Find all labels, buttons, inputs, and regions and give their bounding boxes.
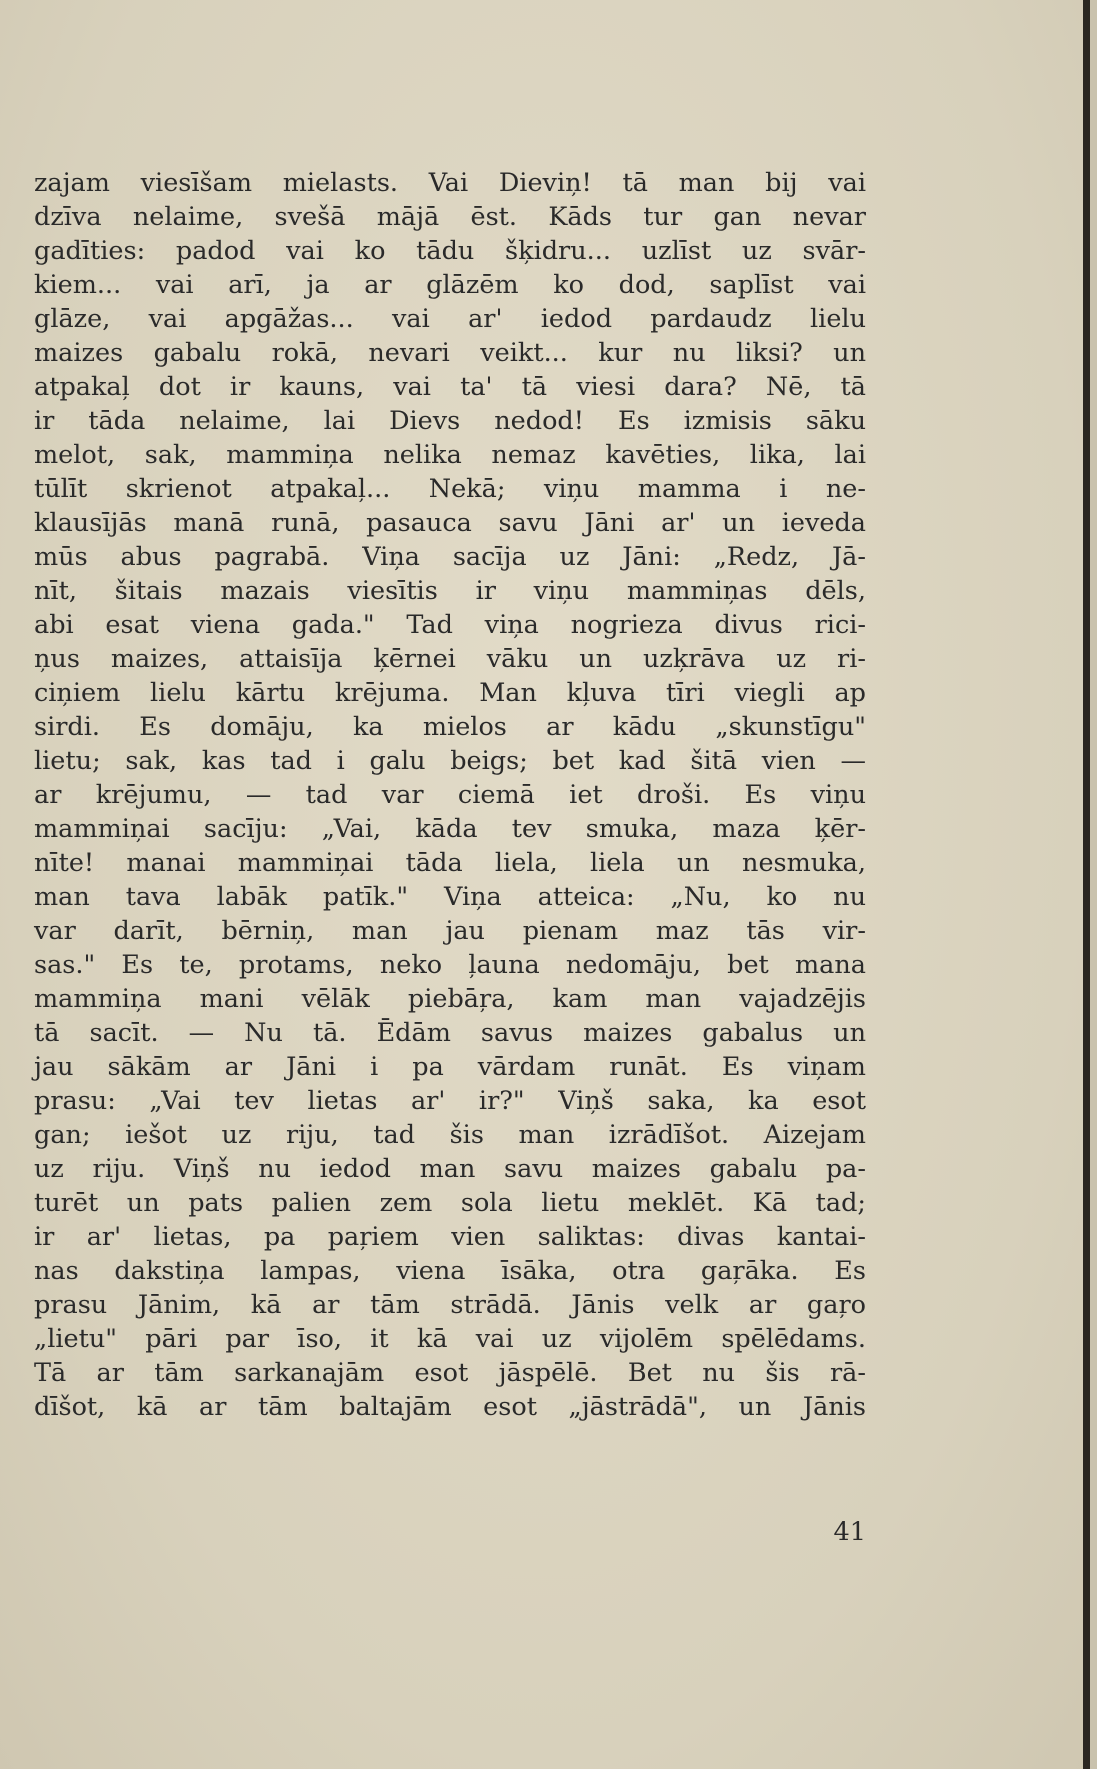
text-line: man tava labāk patīk." Viņa atteica: „Nu, ko nu <box>34 882 866 912</box>
text-line: mammiņa mani vēlāk piebāŗa, kam man vajadzējis <box>34 984 866 1014</box>
text-line: ar krējumu, — tad var ciemā iet droši. Es viņu <box>34 780 866 810</box>
text-line: ir tāda nelaime, lai Dievs nedod! Es izmisis sāku <box>34 406 866 436</box>
page-number: 41 <box>833 1517 866 1547</box>
text-line: tā sacīt. — Nu tā. Ēdām savus maizes gabalus un <box>34 1018 866 1048</box>
text-line: glāze, vai apgāžas... vai ar' iedod pardaudz lielu <box>34 304 866 334</box>
text-line: abi esat viena gada." Tad viņa nogrieza divus rici- <box>34 610 866 640</box>
text-line: nīt, šitais mazais viesītis ir viņu mammiņas dēls, <box>34 576 866 606</box>
text-line: var darīt, bērniņ, man jau pienam maz tās vir- <box>34 916 866 946</box>
text-line: ņus maizes, attaisīja ķērnei vāku un uzķrāva uz ri- <box>34 644 866 674</box>
text-line: atpakaļ dot ir kauns, vai ta' tā viesi dara? Nē, tā <box>34 372 866 402</box>
text-line: nīte! manai mammiņai tāda liela, liela un nesmuka, <box>34 848 866 878</box>
body-text <box>34 166 866 1424</box>
text-line: dzīva nelaime, svešā mājā ēst. Kāds tur gan nevar <box>34 202 866 232</box>
text-line: turēt un pats palien zem sola lietu meklēt. Kā tad; <box>34 1188 866 1218</box>
text-line: mūs abus pagrabā. Viņa sacīja uz Jāni: „Redz, Jā- <box>34 542 866 572</box>
text-line: sas." Es te, protams, neko ļauna nedomāju, bet mana <box>34 950 866 980</box>
text-line: nas dakstiņa lampas, viena īsāka, otra gaŗāka. Es <box>34 1256 866 1286</box>
text-line: sirdi. Es domāju, ka mielos ar kādu „skunstīgu" <box>34 712 866 742</box>
text-line: Tā ar tām sarkanajām esot jāspēlē. Bet nu šis rā- <box>34 1358 866 1388</box>
text-line: mammiņai sacīju: „Vai, kāda tev smuka, maza ķēr- <box>34 814 866 844</box>
text-line: uz riju. Viņš nu iedod man savu maizes gabalu pa- <box>34 1154 866 1184</box>
text-line: gan; iešot uz riju, tad šis man izrādīšot. Aizejam <box>34 1120 866 1150</box>
text-line: zajam viesīšam mielasts. Vai Dieviņ! tā man bij vai <box>34 168 866 198</box>
text-line: tūlīt skrienot atpakaļ... Nekā; viņu mamma i ne- <box>34 474 866 504</box>
text-line: „lietu" pāri par īso, it kā vai uz vijolēm spēlēdams. <box>34 1324 866 1354</box>
text-line: lietu; sak, kas tad i galu beigs; bet kad šitā vien — <box>34 746 866 776</box>
text-line: gadīties: padod vai ko tādu šķidru... uzlīst uz svār- <box>34 236 866 266</box>
text-line: jau sākām ar Jāni i pa vārdam runāt. Es viņam <box>34 1052 866 1082</box>
text-line: melot, sak, mammiņa nelika nemaz kavēties, lika, lai <box>34 440 866 470</box>
text-line: klausījās manā runā, pasauca savu Jāni ar' un ieveda <box>34 508 866 538</box>
text-line: ir ar' lietas, pa paŗiem vien saliktas: divas kantai- <box>34 1222 866 1252</box>
text-line: maizes gabalu rokā, nevari veikt... kur nu liksi? un <box>34 338 866 368</box>
text-line: ciņiem lielu kārtu krējuma. Man kļuva tīri viegli ap <box>34 678 866 708</box>
text-line: prasu Jānim, kā ar tām strādā. Jānis velk ar gaŗo <box>34 1290 866 1320</box>
text-line: dīšot, kā ar tām baltajām esot „jāstrādā", un Jānis <box>34 1392 866 1422</box>
text-line: prasu: „Vai tev lietas ar' ir?" Viņš saka, ka esot <box>34 1086 866 1116</box>
page-edge-shadow <box>1083 0 1090 1769</box>
text-line: kiem... vai arī, ja ar glāzēm ko dod, saplīst vai <box>34 270 866 300</box>
